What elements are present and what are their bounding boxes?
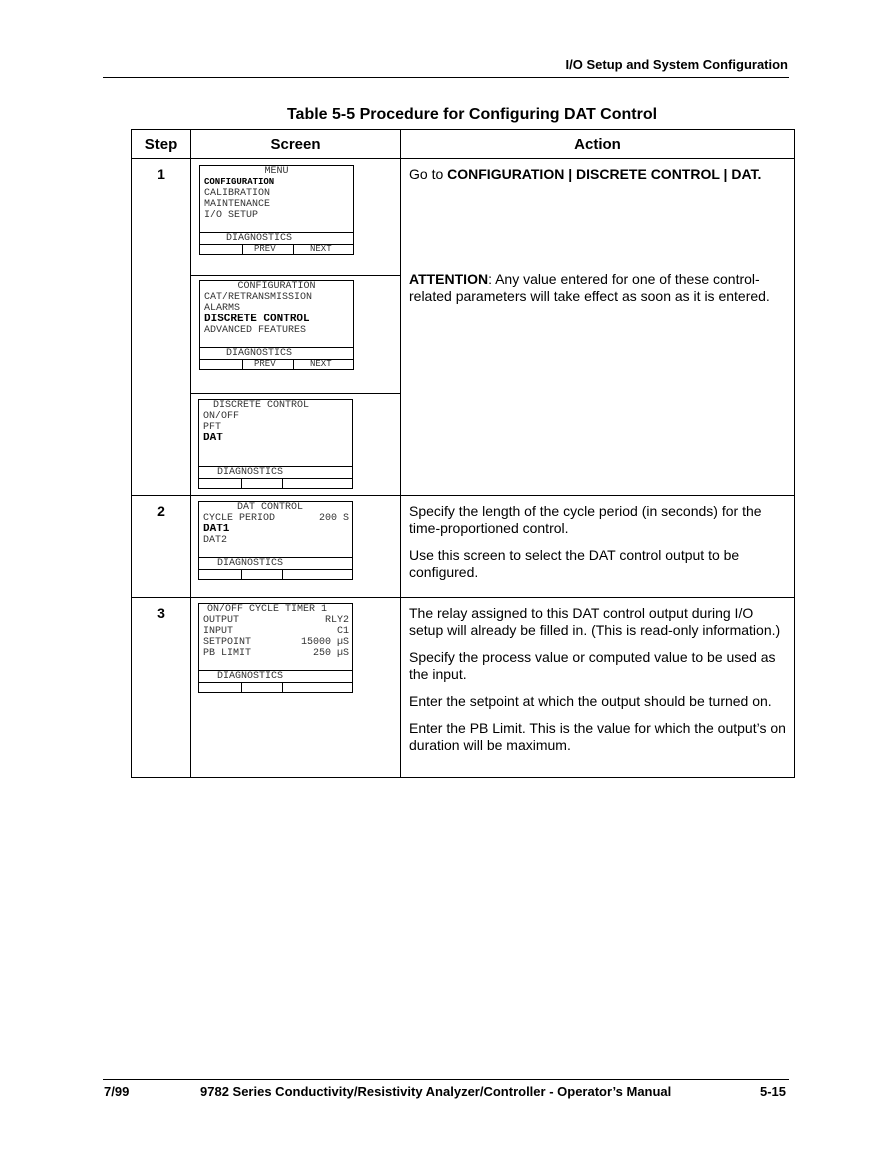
lcd-line: DISCRETE CONTROL xyxy=(213,400,310,411)
attention-note: ATTENTION: Any value entered for one of these control-related parameters will take effect as soon as it is entered. xyxy=(409,271,770,304)
lcd-line xyxy=(199,455,352,466)
action-paragraph: Specify the length of the cycle period (in seconds) for the time-proportioned control. xyxy=(409,503,762,536)
lcd-line xyxy=(199,444,352,455)
lcd-diagnostics: DIAGNOSTICS xyxy=(199,670,352,682)
lcd-line: ADVANCED FEATURES xyxy=(204,325,307,336)
lcd-line: ON/OFF xyxy=(203,411,240,422)
action-paragraph: Enter the setpoint at which the output should be turned on. xyxy=(409,693,772,709)
lcd-softkey-bar xyxy=(199,569,352,579)
lcd-screen-configuration xyxy=(199,280,354,370)
action-paragraph: Specify the process value or computed value to be used as the input. xyxy=(409,649,776,682)
lcd-diagnostics: DIAGNOSTICS xyxy=(200,347,353,359)
lcd-line: CALIBRATION xyxy=(204,188,271,199)
table-header-row xyxy=(132,130,795,159)
action-paragraph: Use this screen to select the DAT control output to be configured. xyxy=(409,547,740,580)
table-row xyxy=(132,496,795,598)
lcd-line: CYCLE PERIOD 200 S xyxy=(203,513,349,524)
action-cell xyxy=(401,598,795,778)
lcd-line xyxy=(199,659,352,670)
lcd-softkey-bar xyxy=(200,359,353,369)
lcd-diagnostics: DIAGNOSTICS xyxy=(199,557,352,569)
lcd-line xyxy=(200,221,353,232)
lcd-line-selected: DAT1 xyxy=(203,524,230,535)
lcd-line xyxy=(199,546,352,557)
softkey-next: NEXT xyxy=(310,359,332,369)
lcd-line xyxy=(200,336,353,347)
lcd-line: DAT2 xyxy=(203,535,228,546)
step-number: 2 xyxy=(157,503,165,519)
screen-cell xyxy=(191,496,401,598)
action-paragraph: Enter the PB Limit. This is the value for which the output’s on duration will be maximum. xyxy=(409,720,786,753)
screen-panel xyxy=(191,394,400,495)
softkey-prev: PREV xyxy=(254,244,276,254)
column-header-screen: Screen xyxy=(191,130,401,159)
lcd-line: MENU xyxy=(264,166,289,177)
lcd-screen-discrete-control xyxy=(198,399,353,489)
lcd-screen-menu xyxy=(199,165,354,255)
step-number: 1 xyxy=(157,166,165,182)
softkey-next: NEXT xyxy=(310,244,332,254)
lcd-diagnostics: DIAGNOSTICS xyxy=(199,466,352,478)
lcd-line-selected: DISCRETE CONTROL xyxy=(204,314,310,325)
column-header-action: Action xyxy=(401,130,795,159)
lcd-line-selected: DAT xyxy=(203,433,223,444)
table-title: Table 5-5 Procedure for Configuring DAT Control xyxy=(286,106,658,123)
lcd-line-selected: CONFIGURATION xyxy=(204,177,275,187)
lcd-line: CAT/RETRANSMISSION xyxy=(204,292,313,303)
step-number-cell xyxy=(132,159,191,496)
action-paragraph: The relay assigned to this DAT control output during I/O setup will already be filled in. (This is read-only information.) xyxy=(409,605,781,638)
lcd-softkey-bar xyxy=(199,682,352,692)
screen-panel xyxy=(191,496,400,596)
footer-rule xyxy=(103,1079,789,1080)
lcd-screen-dat-control xyxy=(198,501,353,580)
screen-panel xyxy=(191,159,400,276)
action-cell xyxy=(401,496,795,598)
footer-manual-title: 9782 Series Conductivity/Resistivity Analyzer/Controller - Operator’s Manual xyxy=(200,1084,672,1099)
column-header-step: Step xyxy=(132,130,191,159)
lcd-line: CONFIGURATION xyxy=(237,281,316,292)
step-number: 3 xyxy=(157,605,165,621)
table-row xyxy=(132,598,795,778)
screen-cell xyxy=(191,598,401,778)
header-rule xyxy=(103,77,789,78)
action-paragraph: Go to CONFIGURATION | DISCRETE CONTROL | DAT. xyxy=(409,166,762,182)
lcd-line: DAT CONTROL xyxy=(237,502,304,513)
lcd-screen-on-off-cycle-timer xyxy=(198,603,353,693)
lcd-line: MAINTENANCE xyxy=(204,199,271,210)
footer-date: 7/99 xyxy=(104,1084,130,1099)
lcd-line: OUTPUT RLY2 xyxy=(203,615,349,626)
lcd-line: ALARMS xyxy=(204,303,241,314)
attention-label: ATTENTION xyxy=(409,271,489,287)
lcd-line: INPUT C1 xyxy=(203,626,349,637)
lcd-line: ON/OFF CYCLE TIMER 1 xyxy=(207,604,328,615)
step-number-cell xyxy=(132,598,191,778)
lcd-diagnostics: DIAGNOSTICS xyxy=(200,232,353,244)
footer-page-number: 5-15 xyxy=(760,1084,787,1099)
lcd-line: PB LIMIT 250 µS xyxy=(203,648,349,659)
page-header-title: I/O Setup and System Configuration xyxy=(565,57,788,72)
lcd-line: I/O SETUP xyxy=(204,210,259,221)
screen-panel xyxy=(191,598,400,776)
step-number-cell xyxy=(132,496,191,598)
lcd-softkey-bar xyxy=(199,478,352,488)
menu-path: CONFIGURATION | DISCRETE CONTROL | DAT. xyxy=(447,166,762,182)
procedure-table xyxy=(131,129,795,778)
softkey-prev: PREV xyxy=(254,359,276,369)
lcd-line: SETPOINT 15000 µS xyxy=(203,637,349,648)
screen-cell xyxy=(191,159,401,496)
screen-panel xyxy=(191,276,400,394)
lcd-line: PFT xyxy=(203,422,222,433)
table-row xyxy=(132,159,795,496)
action-cell xyxy=(401,159,795,496)
lcd-softkey-bar xyxy=(200,244,353,254)
